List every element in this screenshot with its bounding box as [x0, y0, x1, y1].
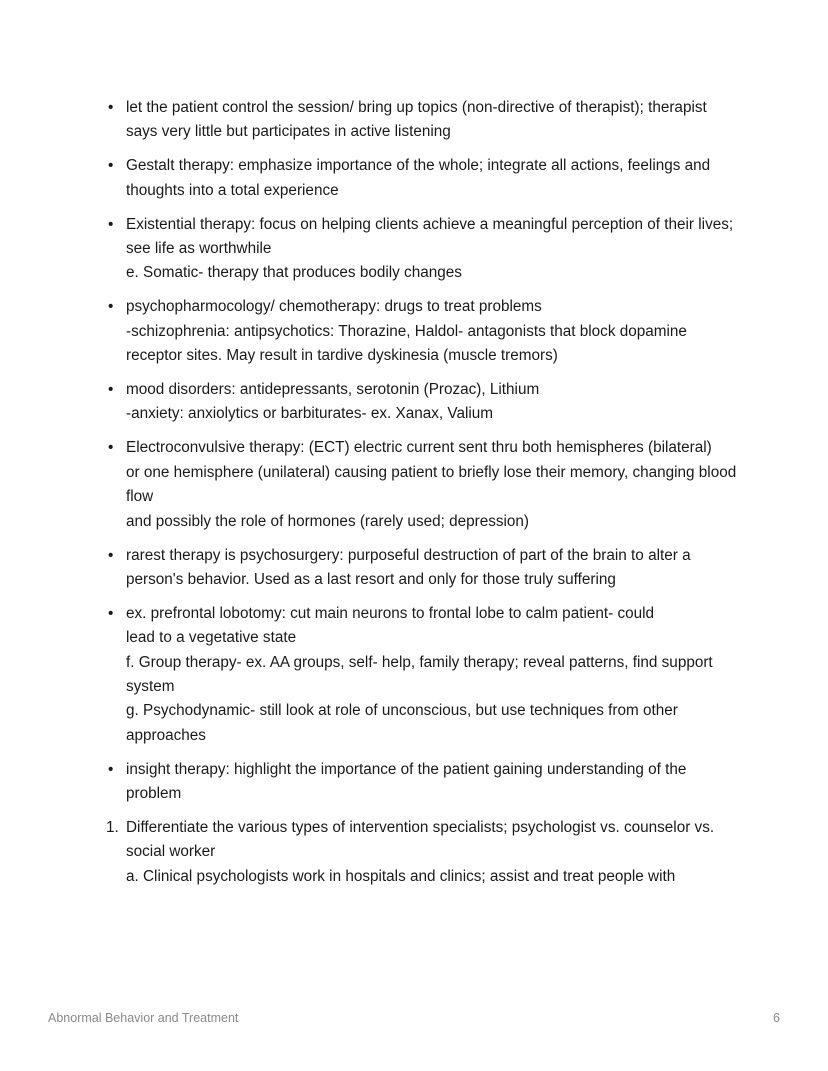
number-marker: 1.: [106, 819, 119, 837]
item-text-line: a. Clinical psychologists work in hospitals and clinics; assist and treat people with: [126, 867, 676, 885]
item-text-line: e. Somatic- therapy that produces bodily changes: [126, 264, 462, 282]
bullet-marker: •: [108, 157, 114, 175]
item-text-line: says very little but participates in active listening: [126, 123, 451, 141]
item-text-line: let the patient control the session/ bring up topics (non-directive of therapist); therapist: [126, 99, 707, 116]
item-text-line: psychopharmocology/ chemotherapy: drugs to treat problems: [126, 298, 542, 316]
page-number: 6: [773, 1011, 780, 1025]
list-item: [108, 96, 738, 145]
bullet-marker: •: [108, 439, 114, 457]
bullet-list: [0, 96, 828, 889]
bullet-marker: •: [108, 604, 114, 622]
document-body: [0, 96, 828, 899]
item-text-line: Existential therapy: focus on helping clients achieve a meaningful perception of their lives; see life as worthwhile: [126, 215, 734, 258]
item-text-line: -anxiety: anxiolytics or barbiturates- ex. Xanax, Valium: [126, 405, 493, 423]
bullet-marker: •: [108, 215, 114, 233]
item-text-line: mood disorders: antidepressants, serotonin (Prozac), Lithium: [126, 381, 540, 399]
list-item: [108, 436, 738, 534]
bullet-marker: •: [108, 760, 114, 778]
list-item: [106, 816, 738, 889]
bullet-marker: •: [108, 99, 114, 116]
item-text-line: Electroconvulsive therapy: (ECT) electric current sent thru both hemispheres (bilateral): [126, 439, 712, 457]
item-text-line: or one hemisphere (unilateral) causing patient to briefly lose their memory, changing blood flow: [126, 463, 737, 506]
list-item: [108, 758, 738, 807]
footer-title: Abnormal Behavior and Treatment: [48, 1011, 239, 1025]
item-text-line: and possibly the role of hormones (rarely used; depression): [126, 512, 530, 530]
item-text-line: Differentiate the various types of intervention specialists; psychologist vs. counselor vs. social worker: [126, 819, 715, 861]
item-text-line: Gestalt therapy: emphasize importance of the whole; integrate all actions, feelings and: [126, 157, 711, 175]
item-text-line: g. Psychodynamic- still look at role of unconscious, but use techniques from other approaches: [126, 702, 678, 744]
item-text-line: ex. prefrontal lobotomy: cut main neurons to frontal lobe to calm patient- could: [126, 604, 655, 622]
item-text-line: rarest therapy is psychosurgery: purposeful destruction of part of the brain to alter a person's behavior. Used as a last resort and only for those truly suffering: [126, 546, 691, 588]
bullet-marker: •: [108, 298, 114, 316]
item-text-line: insight therapy: highlight the importance of the patient gaining understanding of the problem: [126, 760, 687, 803]
item-text-line: f. Group therapy- ex. AA groups, self- help, family therapy; reveal patterns, find support system: [126, 653, 713, 696]
list-item: [108, 154, 738, 203]
item-text-line: -schizophrenia: antipsychotics: Thorazine, Haldol- antagonists that block dopamine receptor sites. May result in tardive dyskinesia (muscle tremors): [126, 322, 687, 365]
bullet-marker: •: [108, 546, 114, 564]
list-item: [108, 378, 738, 427]
list-item: [108, 544, 738, 593]
list-item: [108, 295, 738, 368]
list-item: [108, 213, 738, 286]
item-text-line: thoughts into a total experience: [126, 181, 339, 199]
bullet-marker: •: [108, 381, 114, 399]
list-item: [108, 602, 738, 748]
item-text-line: lead to a vegetative state: [126, 629, 297, 647]
